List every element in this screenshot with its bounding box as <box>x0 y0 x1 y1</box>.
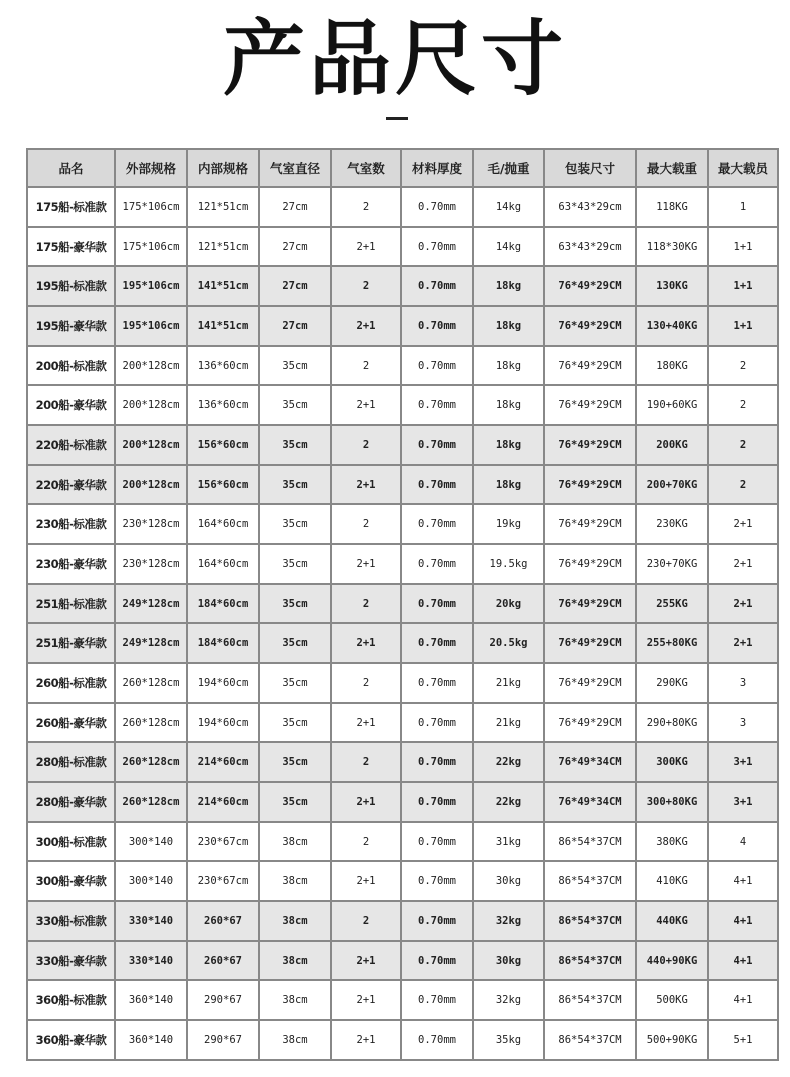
table-cell: 260*67 <box>187 901 259 941</box>
table-row <box>27 782 778 822</box>
table-cell: 30kg <box>473 861 544 901</box>
table-cell: 0.70mm <box>401 663 473 703</box>
table-cell: 35kg <box>473 1020 544 1060</box>
table-cell: 76*49*29CM <box>544 425 636 465</box>
table-cell: 184*60cm <box>187 584 259 624</box>
table-cell: 35cm <box>259 465 331 505</box>
table-cell: 31kg <box>473 822 544 862</box>
table-cell: 2 <box>331 346 401 386</box>
table-cell: 4+1 <box>708 941 778 981</box>
table-row <box>27 861 778 901</box>
product-name-cell: 260船-标准款 <box>27 663 115 703</box>
product-name-cell: 230船-豪华款 <box>27 544 115 584</box>
table-cell: 35cm <box>259 623 331 663</box>
table-row <box>27 346 778 386</box>
table-cell: 38cm <box>259 980 331 1020</box>
table-cell: 14kg <box>473 187 544 227</box>
product-name-cell: 200船-标准款 <box>27 346 115 386</box>
table-cell: 1+1 <box>708 266 778 306</box>
table-cell: 260*128cm <box>115 703 187 743</box>
product-name-cell: 251船-标准款 <box>27 584 115 624</box>
table-cell: 380KG <box>636 822 708 862</box>
spec-table <box>26 148 779 1061</box>
table-cell: 3+1 <box>708 782 778 822</box>
table-cell: 86*54*37CM <box>544 822 636 862</box>
table-cell: 38cm <box>259 901 331 941</box>
table-cell: 2 <box>331 822 401 862</box>
table-cell: 360*140 <box>115 1020 187 1060</box>
table-cell: 76*49*29CM <box>544 623 636 663</box>
column-header: 内部规格 <box>187 149 259 187</box>
table-cell: 230*128cm <box>115 504 187 544</box>
table-cell: 4 <box>708 822 778 862</box>
table-cell: 76*49*29CM <box>544 584 636 624</box>
table-cell: 0.70mm <box>401 941 473 981</box>
table-cell: 260*128cm <box>115 742 187 782</box>
table-cell: 2+1 <box>331 703 401 743</box>
table-cell: 76*49*34CM <box>544 742 636 782</box>
table-cell: 35cm <box>259 742 331 782</box>
table-cell: 194*60cm <box>187 663 259 703</box>
table-row <box>27 663 778 703</box>
table-cell: 76*49*29CM <box>544 544 636 584</box>
table-cell: 0.70mm <box>401 266 473 306</box>
table-cell: 0.70mm <box>401 227 473 267</box>
table-cell: 76*49*29CM <box>544 465 636 505</box>
product-name-cell: 300船-豪华款 <box>27 861 115 901</box>
table-cell: 35cm <box>259 385 331 425</box>
table-cell: 27cm <box>259 306 331 346</box>
table-cell: 2 <box>331 742 401 782</box>
table-cell: 38cm <box>259 941 331 981</box>
table-cell: 175*106cm <box>115 227 187 267</box>
table-cell: 141*51cm <box>187 266 259 306</box>
table-cell: 35cm <box>259 504 331 544</box>
table-cell: 195*106cm <box>115 266 187 306</box>
table-cell: 121*51cm <box>187 227 259 267</box>
table-row <box>27 742 778 782</box>
table-cell: 18kg <box>473 266 544 306</box>
table-cell: 214*60cm <box>187 782 259 822</box>
table-cell: 164*60cm <box>187 544 259 584</box>
table-cell: 118*30KG <box>636 227 708 267</box>
table-cell: 19.5kg <box>473 544 544 584</box>
column-header: 品名 <box>27 149 115 187</box>
table-cell: 35cm <box>259 782 331 822</box>
table-cell: 2+1 <box>708 504 778 544</box>
table-cell: 76*49*34CM <box>544 782 636 822</box>
table-cell: 300+80KG <box>636 782 708 822</box>
table-cell: 2+1 <box>331 227 401 267</box>
table-cell: 175*106cm <box>115 187 187 227</box>
table-cell: 27cm <box>259 187 331 227</box>
table-cell: 18kg <box>473 306 544 346</box>
table-cell: 230*67cm <box>187 861 259 901</box>
table-cell: 290*67 <box>187 1020 259 1060</box>
table-cell: 3+1 <box>708 742 778 782</box>
table-cell: 0.70mm <box>401 465 473 505</box>
table-cell: 86*54*37CM <box>544 980 636 1020</box>
table-cell: 164*60cm <box>187 504 259 544</box>
table-cell: 35cm <box>259 346 331 386</box>
table-cell: 290+80KG <box>636 703 708 743</box>
table-cell: 18kg <box>473 465 544 505</box>
table-cell: 500+90KG <box>636 1020 708 1060</box>
table-cell: 19kg <box>473 504 544 544</box>
table-cell: 76*49*29CM <box>544 266 636 306</box>
table-cell: 0.70mm <box>401 584 473 624</box>
page-title: 产品尺寸 <box>222 12 567 107</box>
product-name-cell: 175船-标准款 <box>27 187 115 227</box>
table-row <box>27 385 778 425</box>
product-name-cell: 360船-标准款 <box>27 980 115 1020</box>
table-cell: 2 <box>331 266 401 306</box>
column-header: 包装尺寸 <box>544 149 636 187</box>
product-name-cell: 175船-豪华款 <box>27 227 115 267</box>
table-cell: 0.70mm <box>401 782 473 822</box>
product-name-cell: 280船-标准款 <box>27 742 115 782</box>
table-cell: 200*128cm <box>115 465 187 505</box>
table-row <box>27 623 778 663</box>
table-cell: 156*60cm <box>187 465 259 505</box>
table-cell: 18kg <box>473 346 544 386</box>
table-cell: 3 <box>708 703 778 743</box>
table-cell: 440+90KG <box>636 941 708 981</box>
table-cell: 230KG <box>636 504 708 544</box>
table-cell: 230+70KG <box>636 544 708 584</box>
table-cell: 330*140 <box>115 901 187 941</box>
table-cell: 0.70mm <box>401 385 473 425</box>
table-cell: 290KG <box>636 663 708 703</box>
table-cell: 200+70KG <box>636 465 708 505</box>
column-header: 最大载员 <box>708 149 778 187</box>
table-cell: 27cm <box>259 227 331 267</box>
table-cell: 86*54*37CM <box>544 1020 636 1060</box>
table-cell: 76*49*29CM <box>544 504 636 544</box>
product-name-cell: 300船-标准款 <box>27 822 115 862</box>
product-name-cell: 360船-豪华款 <box>27 1020 115 1060</box>
table-cell: 14kg <box>473 227 544 267</box>
table-cell: 130+40KG <box>636 306 708 346</box>
table-cell: 2+1 <box>331 861 401 901</box>
product-name-cell: 220船-豪华款 <box>27 465 115 505</box>
table-cell: 2+1 <box>331 1020 401 1060</box>
table-cell: 22kg <box>473 782 544 822</box>
table-cell: 500KG <box>636 980 708 1020</box>
table-cell: 260*128cm <box>115 782 187 822</box>
table-cell: 2+1 <box>331 980 401 1020</box>
product-name-cell: 280船-豪华款 <box>27 782 115 822</box>
product-name-cell: 330船-标准款 <box>27 901 115 941</box>
table-cell: 20.5kg <box>473 623 544 663</box>
column-header: 气室直径 <box>259 149 331 187</box>
table-cell: 410KG <box>636 861 708 901</box>
table-cell: 360*140 <box>115 980 187 1020</box>
table-row <box>27 901 778 941</box>
column-header: 外部规格 <box>115 149 187 187</box>
table-cell: 0.70mm <box>401 703 473 743</box>
table-row <box>27 465 778 505</box>
product-name-cell: 230船-标准款 <box>27 504 115 544</box>
table-cell: 136*60cm <box>187 385 259 425</box>
table-cell: 260*128cm <box>115 663 187 703</box>
table-cell: 35cm <box>259 584 331 624</box>
table-cell: 76*49*29CM <box>544 306 636 346</box>
table-cell: 2 <box>331 663 401 703</box>
table-cell: 18kg <box>473 425 544 465</box>
table-cell: 2 <box>331 425 401 465</box>
table-row <box>27 980 778 1020</box>
table-cell: 20kg <box>473 584 544 624</box>
table-cell: 0.70mm <box>401 623 473 663</box>
table-cell: 290*67 <box>187 980 259 1020</box>
table-cell: 86*54*37CM <box>544 941 636 981</box>
table-cell: 2 <box>331 584 401 624</box>
table-cell: 32kg <box>473 901 544 941</box>
table-cell: 300KG <box>636 742 708 782</box>
table-row <box>27 584 778 624</box>
table-cell: 0.70mm <box>401 425 473 465</box>
product-name-cell: 330船-豪华款 <box>27 941 115 981</box>
table-cell: 180KG <box>636 346 708 386</box>
table-cell: 118KG <box>636 187 708 227</box>
table-cell: 2 <box>331 187 401 227</box>
table-cell: 300*140 <box>115 822 187 862</box>
table-cell: 2 <box>708 465 778 505</box>
table-cell: 27cm <box>259 266 331 306</box>
table-cell: 38cm <box>259 822 331 862</box>
table-row <box>27 227 778 267</box>
table-cell: 184*60cm <box>187 623 259 663</box>
table-row <box>27 306 778 346</box>
table-cell: 1 <box>708 187 778 227</box>
table-cell: 18kg <box>473 385 544 425</box>
table-cell: 249*128cm <box>115 623 187 663</box>
table-cell: 35cm <box>259 544 331 584</box>
column-header: 材料厚度 <box>401 149 473 187</box>
table-cell: 141*51cm <box>187 306 259 346</box>
table-row <box>27 941 778 981</box>
table-cell: 76*49*29CM <box>544 663 636 703</box>
table-cell: 249*128cm <box>115 584 187 624</box>
product-name-cell: 220船-标准款 <box>27 425 115 465</box>
table-cell: 22kg <box>473 742 544 782</box>
column-header: 气室数 <box>331 149 401 187</box>
table-cell: 0.70mm <box>401 822 473 862</box>
table-cell: 30kg <box>473 941 544 981</box>
table-cell: 0.70mm <box>401 504 473 544</box>
product-name-cell: 195船-豪华款 <box>27 306 115 346</box>
table-row <box>27 266 778 306</box>
table-cell: 2+1 <box>331 623 401 663</box>
table-cell: 300*140 <box>115 861 187 901</box>
table-cell: 21kg <box>473 703 544 743</box>
table-cell: 63*43*29cm <box>544 227 636 267</box>
table-cell: 255KG <box>636 584 708 624</box>
product-name-cell: 195船-标准款 <box>27 266 115 306</box>
table-cell: 76*49*29CM <box>544 385 636 425</box>
table-row <box>27 187 778 227</box>
table-cell: 38cm <box>259 861 331 901</box>
table-cell: 2+1 <box>331 465 401 505</box>
table-cell: 2 <box>708 346 778 386</box>
table-cell: 2 <box>708 425 778 465</box>
table-cell: 35cm <box>259 663 331 703</box>
table-cell: 136*60cm <box>187 346 259 386</box>
table-cell: 32kg <box>473 980 544 1020</box>
table-cell: 2+1 <box>331 544 401 584</box>
table-cell: 21kg <box>473 663 544 703</box>
table-cell: 1+1 <box>708 306 778 346</box>
table-cell: 2+1 <box>331 782 401 822</box>
table-cell: 440KG <box>636 901 708 941</box>
table-cell: 200KG <box>636 425 708 465</box>
table-cell: 2 <box>331 901 401 941</box>
title-divider <box>386 117 408 120</box>
table-cell: 35cm <box>259 703 331 743</box>
table-body <box>27 187 778 1060</box>
table-cell: 1+1 <box>708 227 778 267</box>
table-cell: 2+1 <box>331 306 401 346</box>
table-cell: 0.70mm <box>401 544 473 584</box>
table-cell: 0.70mm <box>401 346 473 386</box>
table-row <box>27 822 778 862</box>
table-row <box>27 425 778 465</box>
table-cell: 200*128cm <box>115 385 187 425</box>
table-row <box>27 703 778 743</box>
table-cell: 260*67 <box>187 941 259 981</box>
table-cell: 63*43*29cm <box>544 187 636 227</box>
table-cell: 2+1 <box>708 544 778 584</box>
table-cell: 2 <box>708 385 778 425</box>
table-cell: 4+1 <box>708 861 778 901</box>
table-cell: 2+1 <box>331 941 401 981</box>
table-cell: 86*54*37CM <box>544 861 636 901</box>
table-cell: 0.70mm <box>401 1020 473 1060</box>
table-header-row <box>27 149 778 187</box>
table-cell: 0.70mm <box>401 187 473 227</box>
table-cell: 2 <box>331 504 401 544</box>
table-cell: 330*140 <box>115 941 187 981</box>
table-cell: 194*60cm <box>187 703 259 743</box>
table-cell: 86*54*37CM <box>544 901 636 941</box>
table-cell: 0.70mm <box>401 980 473 1020</box>
table-cell: 121*51cm <box>187 187 259 227</box>
column-header: 最大载重 <box>636 149 708 187</box>
column-header: 毛/抛重 <box>473 149 544 187</box>
table-cell: 200*128cm <box>115 425 187 465</box>
table-cell: 4+1 <box>708 901 778 941</box>
table-cell: 5+1 <box>708 1020 778 1060</box>
table-cell: 130KG <box>636 266 708 306</box>
table-cell: 2+1 <box>708 623 778 663</box>
product-name-cell: 251船-豪华款 <box>27 623 115 663</box>
table-cell: 2+1 <box>708 584 778 624</box>
table-cell: 230*128cm <box>115 544 187 584</box>
table-cell: 230*67cm <box>187 822 259 862</box>
table-cell: 0.70mm <box>401 901 473 941</box>
table-cell: 0.70mm <box>401 742 473 782</box>
table-cell: 38cm <box>259 1020 331 1060</box>
product-name-cell: 200船-豪华款 <box>27 385 115 425</box>
table-cell: 76*49*29CM <box>544 346 636 386</box>
table-cell: 3 <box>708 663 778 703</box>
table-cell: 2+1 <box>331 385 401 425</box>
table-row <box>27 504 778 544</box>
table-row <box>27 1020 778 1060</box>
table-cell: 76*49*29CM <box>544 703 636 743</box>
product-name-cell: 260船-豪华款 <box>27 703 115 743</box>
table-cell: 200*128cm <box>115 346 187 386</box>
table-cell: 190+60KG <box>636 385 708 425</box>
table-cell: 4+1 <box>708 980 778 1020</box>
table-cell: 156*60cm <box>187 425 259 465</box>
table-cell: 214*60cm <box>187 742 259 782</box>
table-cell: 195*106cm <box>115 306 187 346</box>
table-cell: 35cm <box>259 425 331 465</box>
table-row <box>27 544 778 584</box>
table-cell: 255+80KG <box>636 623 708 663</box>
table-cell: 0.70mm <box>401 306 473 346</box>
table-cell: 0.70mm <box>401 861 473 901</box>
